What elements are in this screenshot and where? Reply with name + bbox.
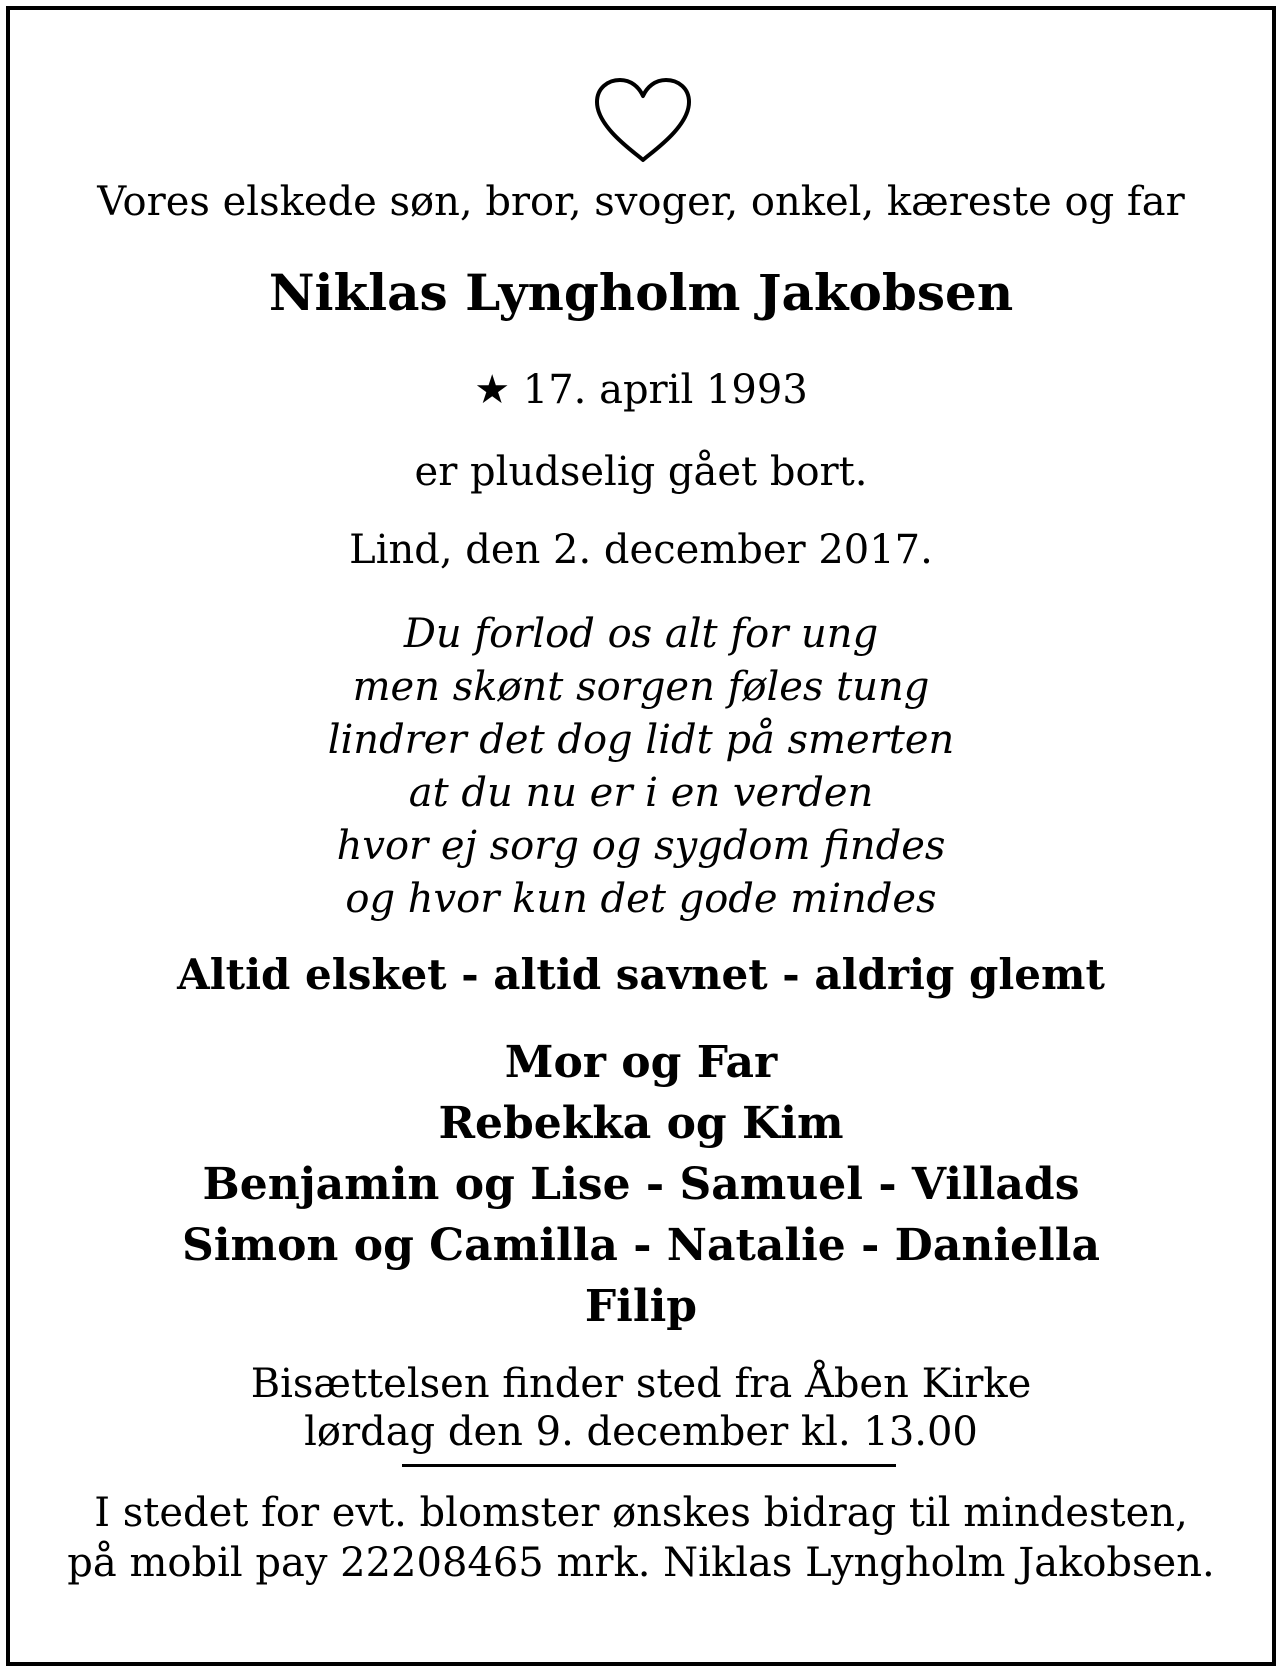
memorial-poem bbox=[10, 608, 1272, 926]
place-and-date: Lind, den 2. december 2017. bbox=[349, 527, 933, 573]
family-line: Benjamin og Lise - Samuel - Villads bbox=[202, 1159, 1080, 1210]
birth-date: ★ 17. april 1993 bbox=[474, 367, 808, 413]
poem-line: og hvor kun det gode mindes bbox=[345, 876, 937, 922]
obituary-frame bbox=[6, 6, 1276, 1666]
family-line: Filip bbox=[584, 1281, 698, 1332]
donation-line: I stedet for evt. blomster ønskes bidrag til mindesten, bbox=[94, 1490, 1188, 1536]
donation-info bbox=[10, 1488, 1272, 1588]
family-line: Mor og Far bbox=[504, 1037, 778, 1088]
poem-line: hvor ej sorg og sygdom findes bbox=[336, 823, 946, 869]
divider-rule bbox=[402, 1464, 896, 1467]
poem-line: men skønt sorgen føles tung bbox=[352, 664, 930, 710]
funeral-line: lørdag den 9. december kl. 13.00 bbox=[304, 1409, 978, 1455]
family-signatures bbox=[10, 1032, 1272, 1337]
heart-outline-icon bbox=[591, 74, 695, 166]
donation-line: på mobil pay 22208465 mrk. Niklas Lyngholm Jakobsen. bbox=[67, 1540, 1215, 1586]
deceased-name: Niklas Lyngholm Jakobsen bbox=[268, 263, 1014, 322]
passed-away-text: er pludselig gået bort. bbox=[414, 449, 868, 495]
memorial-motto: Altid elsket - altid savnet - aldrig glemt bbox=[177, 950, 1105, 999]
family-line: Simon og Camilla - Natalie - Daniella bbox=[182, 1220, 1100, 1271]
funeral-line: Bisættelsen finder sted fra Åben Kirke bbox=[250, 1361, 1032, 1407]
family-line: Rebekka og Kim bbox=[438, 1098, 844, 1149]
funeral-info bbox=[10, 1360, 1272, 1456]
poem-line: lindrer det dog lidt på smerten bbox=[327, 717, 955, 763]
intro-text: Vores elskede søn, bror, svoger, onkel, kæreste og far bbox=[97, 179, 1185, 225]
poem-line: Du forlod os alt for ung bbox=[403, 611, 879, 657]
poem-line: at du nu er i en verden bbox=[408, 770, 874, 816]
